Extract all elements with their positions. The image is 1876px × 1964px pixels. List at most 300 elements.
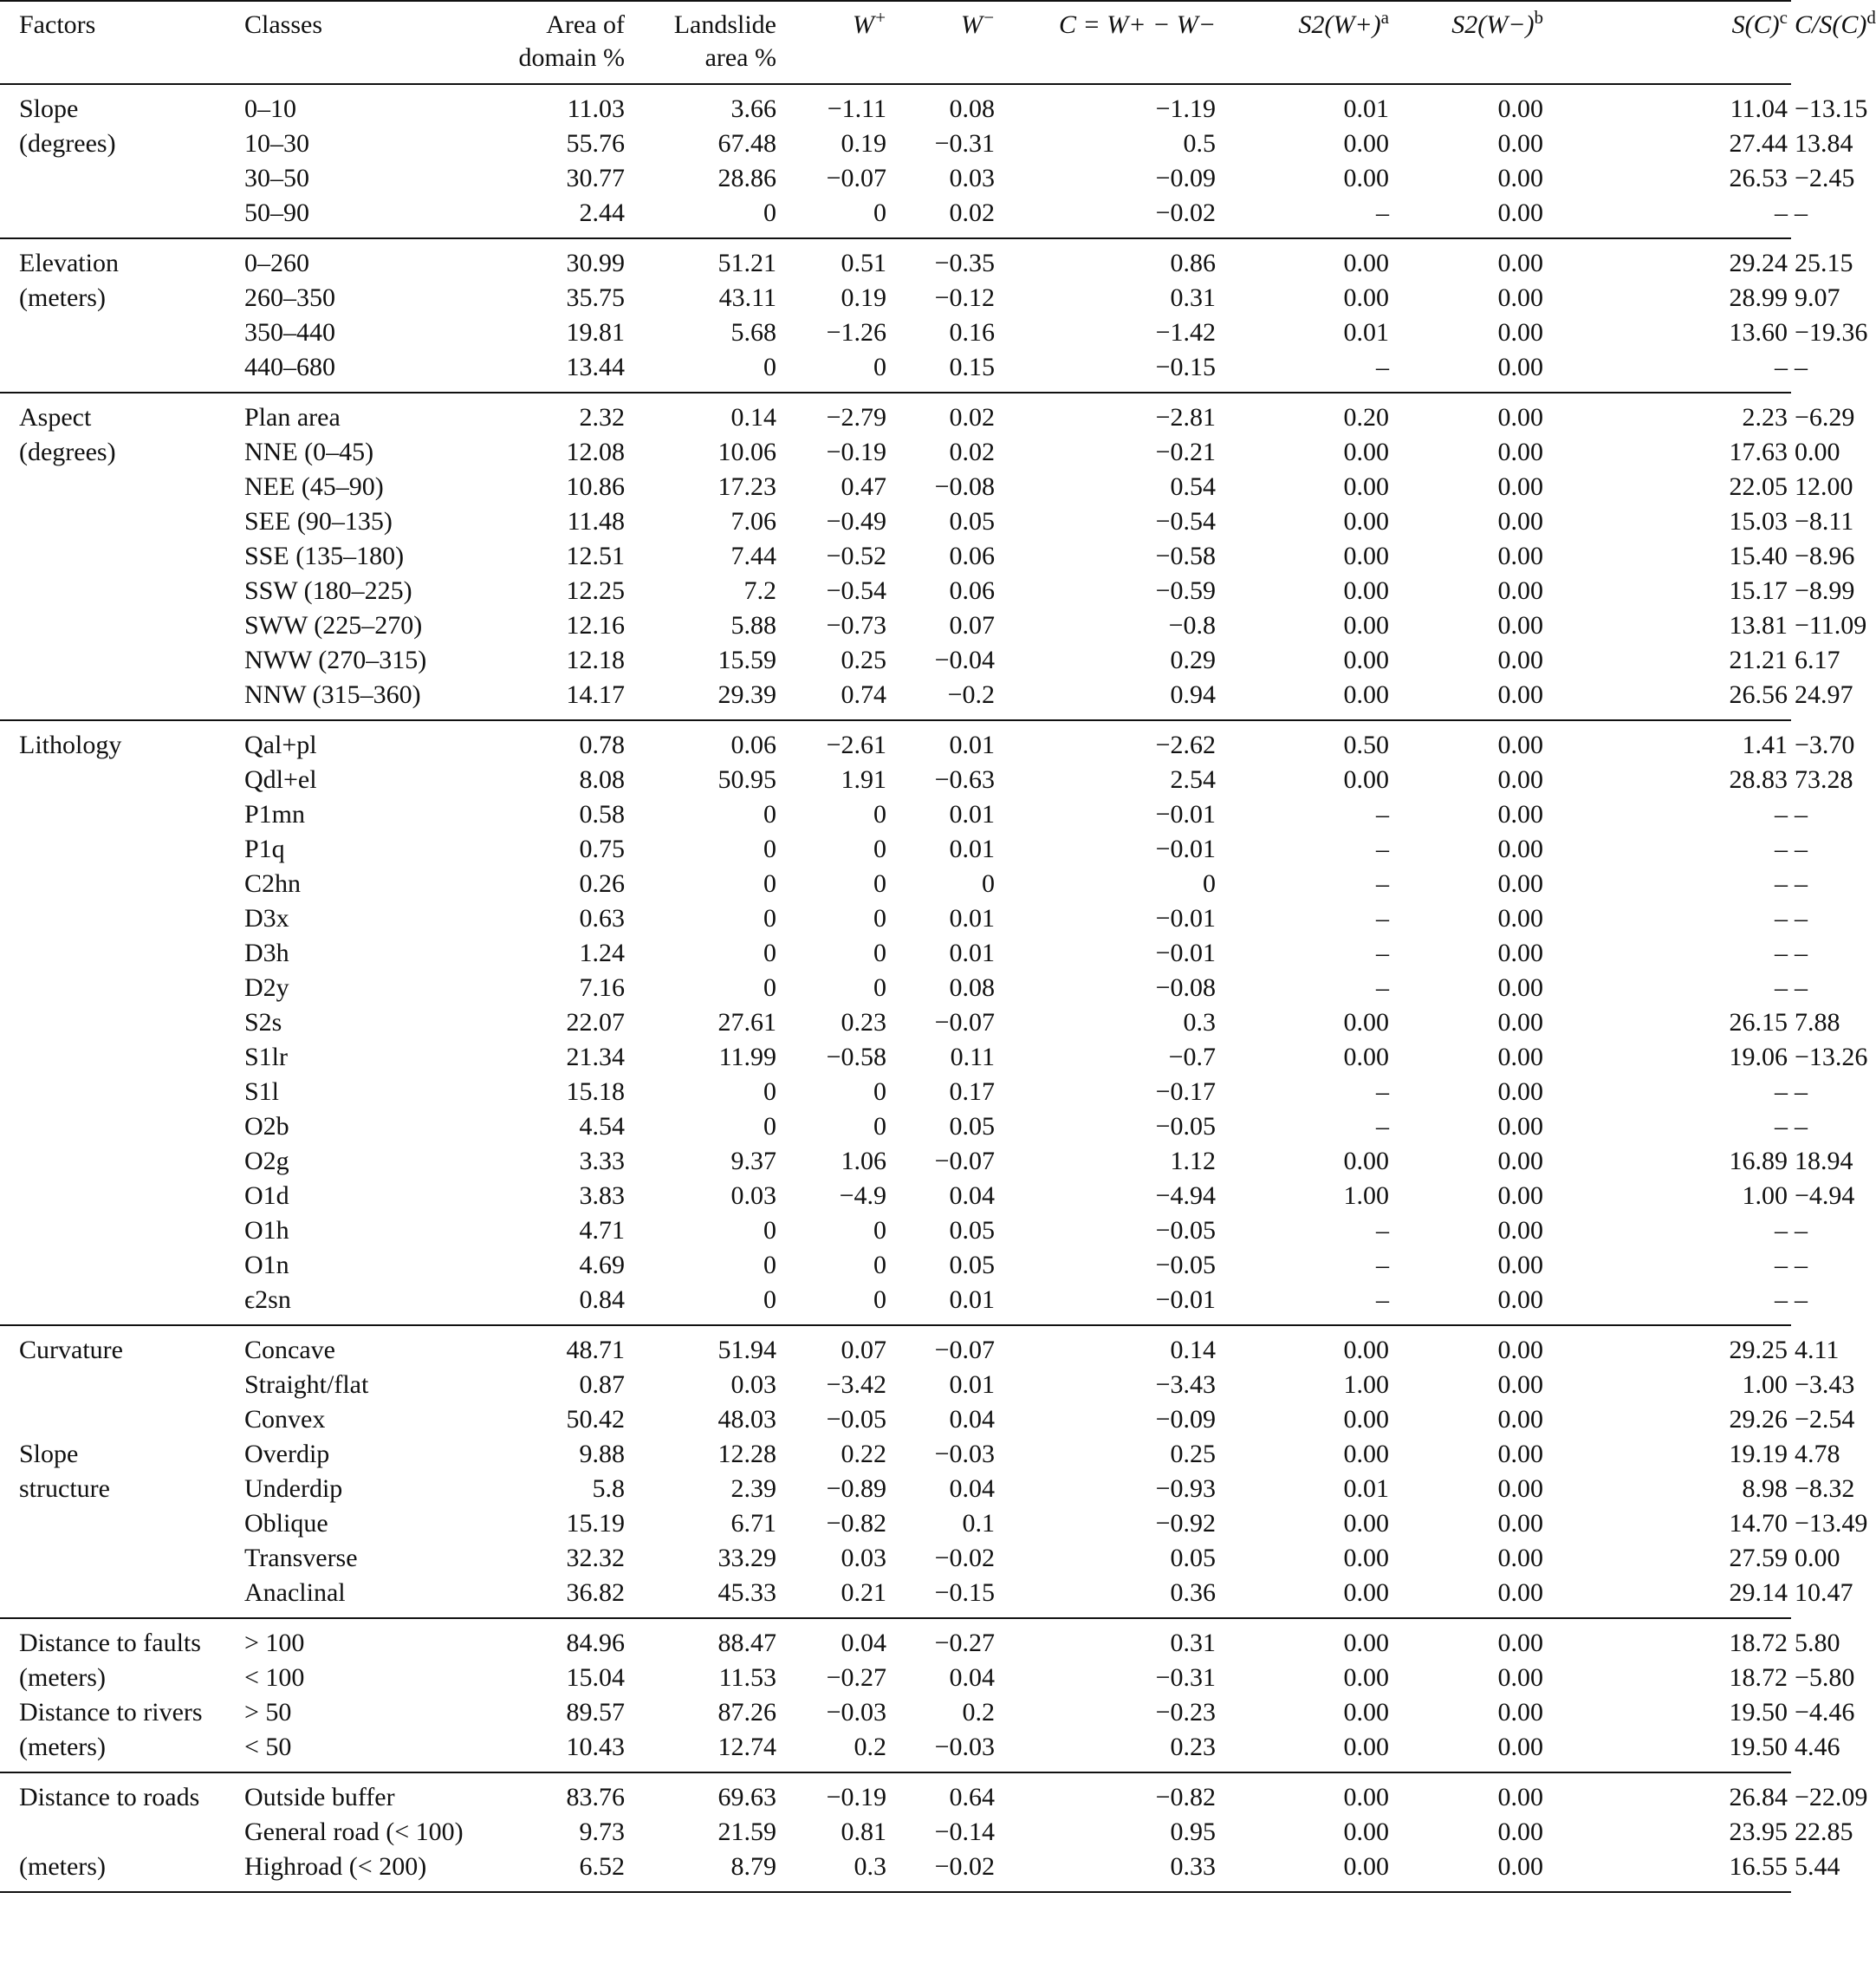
s2-wminus-cell: 0.00 [1497, 1405, 1543, 1434]
s2-wminus-cell: 0.00 [1497, 198, 1543, 227]
w-minus-cell: 0.2 [962, 1698, 995, 1727]
w-minus-cell: −0.2 [947, 680, 995, 709]
sc-cell: 11.04 [1730, 94, 1788, 123]
area-of-domain-cell: 0.26 [579, 869, 625, 898]
sc-cell: – [1775, 1112, 1788, 1141]
class-cell: Highroad (< 200) [244, 1852, 427, 1881]
area-of-domain-cell: 15.19 [566, 1509, 625, 1538]
table-row: (meters) 260–350 35.75 43.11 0.19 −0.12 0.31 0.00 0.00 28.99 9.07 [0, 281, 1791, 315]
class-cell: Concave [244, 1336, 335, 1364]
s2-wminus-cell: 0.00 [1497, 800, 1543, 829]
factor-cell [0, 901, 241, 936]
sc-cell: 1.00 [1742, 1370, 1788, 1399]
s2-wminus-cell: 0.00 [1497, 1733, 1543, 1761]
sc-cell: – [1775, 1216, 1788, 1245]
w-minus-cell: 0.64 [949, 1783, 995, 1811]
w-plus-cell: 0.19 [841, 283, 886, 312]
w-plus-cell: 0.22 [841, 1440, 886, 1468]
area-of-domain-cell: 32.32 [566, 1544, 625, 1572]
sc-cell: 27.59 [1729, 1544, 1788, 1572]
w-plus-cell: −0.19 [826, 438, 886, 466]
factor-cell: (meters) [19, 1733, 106, 1761]
class-cell: < 100 [244, 1663, 305, 1692]
s2-wplus-cell: 0.00 [1343, 765, 1389, 794]
contrast-cell: −0.05 [1155, 1216, 1216, 1245]
s2-wplus-cell: 0.00 [1343, 1663, 1389, 1692]
w-minus-cell: −0.15 [934, 1578, 995, 1607]
s2-wplus-cell: – [1376, 904, 1389, 933]
s2-wminus-cell: 0.00 [1497, 1783, 1543, 1811]
factor-cell [0, 643, 241, 678]
landslide-area-cell: 0 [763, 1251, 776, 1279]
landslide-area-cell: 0.03 [730, 1181, 776, 1210]
header-sc: $S(C)^c$ [1731, 7, 1788, 39]
landslide-area-cell: 48.03 [717, 1405, 776, 1434]
s2-wplus-cell: 0.00 [1343, 164, 1389, 192]
contrast-cell: −0.08 [1155, 973, 1216, 1002]
s2-wminus-cell: 0.00 [1497, 1181, 1543, 1210]
sc-cell: – [1775, 1251, 1788, 1279]
table-row: P1mn 0.58 0 0 0.01 −0.01 – 0.00 – – [0, 797, 1791, 832]
sc-cell: 1.41 [1742, 731, 1788, 759]
w-plus-cell: 0 [873, 835, 886, 863]
w-minus-cell: 0.17 [949, 1077, 995, 1106]
w-plus-cell: 0.21 [841, 1578, 886, 1607]
w-minus-cell: 0.01 [949, 1285, 995, 1314]
class-cell: Plan area [244, 403, 341, 432]
table-row: (meters) Highroad (< 200) 6.52 8.79 0.3 −0.02 0.33 0.00 0.00 16.55 5.44 [0, 1850, 1791, 1892]
sc-cell: 16.55 [1729, 1852, 1788, 1881]
s2-wplus-cell: 0.00 [1343, 1440, 1389, 1468]
s2-wplus-cell: – [1376, 198, 1389, 227]
table-row: Transverse 32.32 33.29 0.03 −0.02 0.05 0.00 0.00 27.59 0.00 [0, 1541, 1791, 1576]
landslide-area-cell: 0 [763, 1216, 776, 1245]
table-row: Qdl+el 8.08 50.95 1.91 −0.63 2.54 0.00 0.00 28.83 73.28 [0, 763, 1791, 797]
s2-wminus-cell: 0.00 [1497, 1216, 1543, 1245]
s2-wplus-cell: 0.00 [1343, 1336, 1389, 1364]
contrast-cell: 0.95 [1170, 1818, 1216, 1846]
w-minus-cell: 0.04 [949, 1181, 995, 1210]
area-of-domain-cell: 12.51 [566, 542, 625, 570]
s2-wminus-cell: 0.00 [1497, 164, 1543, 192]
factor-cell: Slope [19, 94, 79, 123]
header-classes: Classes [244, 10, 322, 39]
w-minus-cell: −0.27 [934, 1629, 995, 1657]
class-cell: Outside buffer [244, 1783, 395, 1811]
factor-cell [0, 608, 241, 643]
landslide-area-cell: 27.61 [717, 1008, 776, 1037]
s2-wminus-cell: 0.00 [1497, 1008, 1543, 1037]
area-of-domain-cell: 4.69 [579, 1251, 625, 1279]
contrast-cell: −1.19 [1155, 94, 1216, 123]
contrast-cell: −0.01 [1155, 939, 1216, 967]
factor-group [0, 1618, 1855, 1772]
table-row: (degrees) NNE (0–45) 12.08 10.06 −0.19 0.02 −0.21 0.00 0.00 17.63 0.00 [0, 435, 1791, 470]
header-area-of-domain: Area of domain % [518, 10, 625, 72]
s2-wminus-cell: 0.00 [1497, 94, 1543, 123]
table-row: D2y 7.16 0 0 0.08 −0.08 – 0.00 – – [0, 971, 1791, 1005]
area-of-domain-cell: 10.43 [566, 1733, 625, 1761]
s2-wplus-cell: 0.01 [1343, 1474, 1389, 1503]
class-cell: Anaclinal [244, 1578, 346, 1607]
s2-wminus-cell: 0.00 [1497, 283, 1543, 312]
s2-wplus-cell: 0.00 [1343, 249, 1389, 277]
factor-cell [0, 196, 241, 238]
table-row: Distance to rivers > 50 89.57 87.26 −0.03 0.2 −0.23 0.00 0.00 19.50 −4.46 [0, 1695, 1791, 1730]
sc-cell: 19.06 [1729, 1043, 1788, 1071]
area-of-domain-cell: 0.84 [579, 1285, 625, 1314]
landslide-area-cell: 11.99 [718, 1043, 776, 1071]
w-minus-cell: 0.16 [949, 318, 995, 347]
sc-cell: – [1775, 835, 1788, 863]
w-plus-cell: 0 [873, 1216, 886, 1245]
class-cell: Overdip [244, 1440, 330, 1468]
s2-wplus-cell: – [1376, 939, 1389, 967]
w-plus-cell: −2.61 [826, 731, 886, 759]
w-minus-cell: −0.02 [934, 1852, 995, 1881]
contrast-cell: −0.05 [1155, 1112, 1216, 1141]
area-of-domain-cell: 3.33 [579, 1147, 625, 1175]
factor-cell [0, 1815, 241, 1850]
w-plus-cell: 1.06 [841, 1147, 886, 1175]
table-row: Convex 50.42 48.03 −0.05 0.04 −0.09 0.00 0.00 29.26 −2.54 [0, 1402, 1791, 1437]
s2-wminus-cell: 0.00 [1497, 249, 1543, 277]
contrast-cell: 1.12 [1170, 1147, 1216, 1175]
sc-cell: 8.98 [1742, 1474, 1788, 1503]
class-cell: 0–10 [244, 94, 296, 123]
table-row: SEE (90–135) 11.48 7.06 −0.49 0.05 −0.54 0.00 0.00 15.03 −8.11 [0, 504, 1791, 539]
w-plus-cell: −3.42 [826, 1370, 886, 1399]
class-cell: General road (< 100) [244, 1818, 464, 1846]
contrast-cell: −4.94 [1155, 1181, 1216, 1210]
contrast-cell: −0.7 [1168, 1043, 1216, 1071]
contrast-cell: −2.81 [1155, 403, 1216, 432]
table-row: 30–50 30.77 28.86 −0.07 0.03 −0.09 0.00 0.00 26.53 −2.45 [0, 161, 1791, 196]
w-plus-cell: 0 [873, 869, 886, 898]
table-row: Oblique 15.19 6.71 −0.82 0.1 −0.92 0.00 0.00 14.70 −13.49 [0, 1506, 1791, 1541]
class-cell: O1h [244, 1216, 289, 1245]
s2-wminus-cell: 0.00 [1497, 1112, 1543, 1141]
factor-group [0, 720, 1868, 1325]
area-of-domain-cell: 12.16 [566, 611, 625, 640]
s2-wplus-cell: 0.00 [1343, 542, 1389, 570]
s2-wplus-cell: 1.00 [1343, 1370, 1389, 1399]
w-plus-cell: 0 [873, 800, 886, 829]
sc-cell: 16.89 [1729, 1147, 1788, 1175]
sc-cell: 22.05 [1729, 472, 1788, 501]
area-of-domain-cell: 10.86 [566, 472, 625, 501]
landslide-area-cell: 0 [763, 904, 776, 933]
s2-wminus-cell: 0.00 [1497, 646, 1543, 674]
table-row: SSW (180–225) 12.25 7.2 −0.54 0.06 −0.59 0.00 0.00 15.17 −8.99 [0, 574, 1791, 608]
factor-cell [0, 678, 241, 720]
factor-cell [0, 574, 241, 608]
factor-group [0, 1772, 1868, 1892]
s2-wminus-cell: 0.00 [1497, 1043, 1543, 1071]
w-plus-cell: 0.47 [841, 472, 886, 501]
w-plus-cell: −1.11 [827, 94, 886, 123]
s2-wminus-cell: 0.00 [1497, 1578, 1543, 1607]
landslide-area-cell: 5.68 [730, 318, 776, 347]
sc-cell: – [1775, 1285, 1788, 1314]
contrast-cell: −2.62 [1155, 731, 1216, 759]
landslide-area-cell: 33.29 [717, 1544, 776, 1572]
area-of-domain-cell: 12.08 [566, 438, 625, 466]
table-row: ϵ2sn 0.84 0 0 0.01 −0.01 – 0.00 – – [0, 1283, 1791, 1325]
s2-wminus-cell: 0.00 [1497, 1336, 1543, 1364]
w-minus-cell: 0.01 [949, 904, 995, 933]
class-cell: ϵ2sn [244, 1285, 291, 1314]
factor-cell [0, 1005, 241, 1040]
contrast-cell: 0.5 [1183, 129, 1216, 158]
area-of-domain-cell: 48.71 [566, 1336, 625, 1364]
w-minus-cell: −0.08 [934, 472, 995, 501]
contrast-cell: −0.15 [1155, 353, 1216, 381]
w-minus-cell: 0.15 [949, 353, 995, 381]
w-minus-cell: −0.02 [934, 1544, 995, 1572]
s2-wplus-cell: 0.00 [1343, 1818, 1389, 1846]
class-cell: NEE (45–90) [244, 472, 384, 501]
sc-cell: 19.50 [1729, 1733, 1788, 1761]
contrast-cell: −0.05 [1155, 1251, 1216, 1279]
w-plus-cell: 0.81 [841, 1818, 886, 1846]
w-minus-cell: 0.02 [949, 198, 995, 227]
class-cell: Qal+pl [244, 731, 317, 759]
s2-wplus-cell: – [1376, 1251, 1389, 1279]
sc-cell: 15.03 [1729, 507, 1788, 536]
landslide-area-cell: 15.59 [717, 646, 776, 674]
table-row: Curvature Concave 48.71 51.94 0.07 −0.07 0.14 0.00 0.00 29.25 4.11 [0, 1325, 1791, 1368]
table-row: D3x 0.63 0 0 0.01 −0.01 – 0.00 – – [0, 901, 1791, 936]
header-contrast: C = W+ − W− [1059, 10, 1216, 39]
s2-wminus-cell: 0.00 [1497, 869, 1543, 898]
class-cell: > 50 [244, 1698, 292, 1727]
w-minus-cell: −0.35 [934, 249, 995, 277]
contrast-cell: −0.17 [1155, 1077, 1216, 1106]
w-plus-cell: −0.89 [826, 1474, 886, 1503]
contrast-cell: 0.94 [1170, 680, 1216, 709]
area-of-domain-cell: 83.76 [566, 1783, 625, 1811]
landslide-area-cell: 11.53 [718, 1663, 776, 1692]
w-plus-cell: −0.73 [826, 611, 886, 640]
s2-wplus-cell: 0.00 [1343, 611, 1389, 640]
area-of-domain-cell: 4.54 [579, 1112, 625, 1141]
area-of-domain-cell: 0.78 [579, 731, 625, 759]
w-minus-cell: 0.05 [949, 1112, 995, 1141]
table-row: S1l 15.18 0 0 0.17 −0.17 – 0.00 – – [0, 1075, 1791, 1109]
sc-cell: 1.00 [1742, 1181, 1788, 1210]
w-minus-cell: −0.12 [934, 283, 995, 312]
s2-wplus-cell: 0.00 [1343, 1544, 1389, 1572]
table-row: D3h 1.24 0 0 0.01 −0.01 – 0.00 – – [0, 936, 1791, 971]
table-row: SSE (135–180) 12.51 7.44 −0.52 0.06 −0.58 0.00 0.00 15.40 −8.96 [0, 539, 1791, 574]
s2-wminus-cell: 0.00 [1497, 731, 1543, 759]
s2-wplus-cell: – [1376, 1216, 1389, 1245]
sc-cell: 18.72 [1729, 1629, 1788, 1657]
table-row: NNW (315–360) 14.17 29.39 0.74 −0.2 0.94 0.00 0.00 26.56 24.97 [0, 678, 1791, 720]
class-cell: SSE (135–180) [244, 542, 405, 570]
sc-cell: 18.72 [1729, 1663, 1788, 1692]
s2-wminus-cell: 0.00 [1497, 765, 1543, 794]
table-row: Elevation 0–260 30.99 51.21 0.51 −0.35 0.86 0.00 0.00 29.24 25.15 [0, 238, 1791, 281]
s2-wplus-cell: 0.00 [1343, 1733, 1389, 1761]
landslide-area-cell: 10.06 [717, 438, 776, 466]
sc-cell: 19.19 [1729, 1440, 1788, 1468]
factor-cell: (meters) [19, 1663, 106, 1692]
factor-cell [0, 1179, 241, 1213]
landslide-area-cell: 51.21 [717, 249, 776, 277]
contrast-cell: −0.8 [1168, 611, 1216, 640]
s2-wplus-cell: 0.00 [1343, 1698, 1389, 1727]
contrast-cell: −0.82 [1155, 1783, 1216, 1811]
sc-cell: 26.15 [1729, 1008, 1788, 1037]
w-minus-cell: 0.06 [949, 542, 995, 570]
s2-wplus-cell: – [1376, 973, 1389, 1002]
class-cell: D3h [244, 939, 289, 967]
sc-cell: 19.50 [1729, 1698, 1788, 1727]
area-of-domain-cell: 0.87 [579, 1370, 625, 1399]
w-minus-cell: 0.01 [949, 731, 995, 759]
landslide-area-cell: 0 [763, 835, 776, 863]
area-of-domain-cell: 5.8 [592, 1474, 625, 1503]
sc-cell: 29.26 [1729, 1405, 1788, 1434]
table-row: O1h 4.71 0 0 0.05 −0.05 – 0.00 – – [0, 1213, 1791, 1248]
factor-group [0, 393, 1867, 720]
factor-cell [0, 797, 241, 832]
landslide-area-cell: 21.59 [717, 1818, 776, 1846]
contrast-cell: 0.23 [1170, 1733, 1216, 1761]
w-plus-cell: −0.54 [826, 576, 886, 605]
class-cell: 440–680 [244, 353, 335, 381]
w-plus-cell: 0.3 [854, 1852, 886, 1881]
w-plus-cell: 0 [873, 904, 886, 933]
sc-cell: – [1775, 353, 1788, 381]
landslide-area-cell: 87.26 [717, 1698, 776, 1727]
landslide-area-cell: 3.66 [730, 94, 776, 123]
s2-wminus-cell: 0.00 [1497, 1370, 1543, 1399]
contrast-cell: 0.29 [1170, 646, 1216, 674]
area-of-domain-cell: 9.88 [579, 1440, 625, 1468]
table-row: SWW (225–270) 12.16 5.88 −0.73 0.07 −0.8 0.00 0.00 13.81 −11.09 [0, 608, 1791, 643]
sc-cell: 21.21 [1729, 646, 1788, 674]
s2-wplus-cell: 0.00 [1343, 1405, 1389, 1434]
contrast-cell: −0.23 [1155, 1698, 1216, 1727]
factor-cell [0, 832, 241, 867]
table-row: Straight/flat 0.87 0.03 −3.42 0.01 −3.43 1.00 0.00 1.00 −3.43 [0, 1368, 1791, 1402]
w-plus-cell: 0 [873, 198, 886, 227]
table-row: (meters) < 50 10.43 12.74 0.2 −0.03 0.23 0.00 0.00 19.50 4.46 [0, 1730, 1791, 1772]
s2-wplus-cell: – [1376, 835, 1389, 863]
contrast-cell: −0.02 [1155, 198, 1216, 227]
s2-wminus-cell: 0.00 [1497, 403, 1543, 432]
landslide-area-cell: 0 [763, 800, 776, 829]
w-minus-cell: −0.03 [934, 1440, 995, 1468]
s2-wplus-cell: – [1376, 800, 1389, 829]
contrast-cell: −0.01 [1155, 835, 1216, 863]
table-row: Anaclinal 36.82 45.33 0.21 −0.15 0.36 0.00 0.00 29.14 10.47 [0, 1576, 1791, 1618]
sc-cell: 28.99 [1729, 283, 1788, 312]
area-of-domain-cell: 12.25 [566, 576, 625, 605]
s2-wplus-cell: 0.20 [1343, 403, 1389, 432]
w-minus-cell: 0.02 [949, 438, 995, 466]
landslide-area-cell: 8.79 [730, 1852, 776, 1881]
class-cell: 50–90 [244, 198, 309, 227]
w-plus-cell: −4.9 [839, 1181, 886, 1210]
s2-wplus-cell: 0.00 [1343, 283, 1389, 312]
class-cell: SEE (90–135) [244, 507, 393, 536]
sc-cell: 29.24 [1729, 249, 1788, 277]
s2-wminus-cell: 0.00 [1497, 1852, 1543, 1881]
factor-cell [0, 1368, 241, 1402]
class-cell: NNE (0–45) [244, 438, 374, 466]
class-cell: Underdip [244, 1474, 343, 1503]
class-cell: NNW (315–360) [244, 680, 421, 709]
w-minus-cell: −0.04 [934, 646, 995, 674]
table-row: 50–90 2.44 0 0 0.02 −0.02 – 0.00 – – [0, 196, 1791, 238]
contrast-cell: −0.09 [1155, 1405, 1216, 1434]
landslide-area-cell: 45.33 [717, 1578, 776, 1607]
class-cell: S1lr [244, 1043, 289, 1071]
sc-cell: 17.63 [1729, 438, 1788, 466]
s2-wplus-cell: – [1376, 1077, 1389, 1106]
factor-group [0, 84, 1868, 238]
area-of-domain-cell: 36.82 [566, 1578, 625, 1607]
contrast-cell: 0.05 [1170, 1544, 1216, 1572]
s2-wminus-cell: 0.00 [1497, 353, 1543, 381]
class-cell: D2y [244, 973, 289, 1002]
contrast-cell: 0 [1203, 869, 1216, 898]
table-row: (degrees) 10–30 55.76 67.48 0.19 −0.31 0.5 0.00 0.00 27.44 13.84 [0, 127, 1791, 161]
table-row: 350–440 19.81 5.68 −1.26 0.16 −1.42 0.01 0.00 13.60 −19.36 [0, 315, 1791, 350]
area-of-domain-cell: 15.04 [566, 1663, 625, 1692]
w-minus-cell: 0.03 [949, 164, 995, 192]
header-landslide-area: Landslide area % [673, 10, 776, 72]
table-row: Aspect Plan area 2.32 0.14 −2.79 0.02 −2.81 0.20 0.00 2.23 −6.29 [0, 393, 1791, 435]
header-factors: Factors [19, 10, 96, 39]
factor-cell [0, 1506, 241, 1541]
table-row: S1lr 21.34 11.99 −0.58 0.11 −0.7 0.00 0.00 19.06 −13.26 [0, 1040, 1791, 1075]
sc-cell: 28.83 [1729, 765, 1788, 794]
factor-cell: (degrees) [19, 129, 116, 158]
class-cell: 10–30 [244, 129, 309, 158]
factor-cell [0, 1144, 241, 1179]
factor-cell [0, 1541, 241, 1576]
sc-cell: 26.56 [1729, 680, 1788, 709]
s2-wminus-cell: 0.00 [1497, 318, 1543, 347]
w-plus-cell: 0.03 [841, 1544, 886, 1572]
w-minus-cell: 0.04 [949, 1474, 995, 1503]
w-minus-cell: 0.05 [949, 507, 995, 536]
factor-cell: Curvature [19, 1336, 123, 1364]
s2-wplus-cell: 0.00 [1343, 1509, 1389, 1538]
table-row: structure Underdip 5.8 2.39 −0.89 0.04 −0.93 0.01 0.00 8.98 −8.32 [0, 1472, 1791, 1506]
factor-cell [0, 1040, 241, 1075]
s2-wplus-cell: 0.00 [1343, 1852, 1389, 1881]
factor-cell [0, 1109, 241, 1144]
s2-wplus-cell: 0.00 [1343, 472, 1389, 501]
w-minus-cell: 0.05 [949, 1251, 995, 1279]
w-minus-cell: −0.07 [934, 1008, 995, 1037]
area-of-domain-cell: 9.73 [579, 1818, 625, 1846]
s2-wminus-cell: 0.00 [1497, 1629, 1543, 1657]
area-of-domain-cell: 30.99 [566, 249, 625, 277]
landslide-area-cell: 0.14 [730, 403, 776, 432]
class-cell: O1d [244, 1181, 289, 1210]
class-cell: Transverse [244, 1544, 358, 1572]
s2-wplus-cell: 0.00 [1343, 1783, 1389, 1811]
w-plus-cell: 0.07 [841, 1336, 886, 1364]
sc-cell: 15.40 [1729, 542, 1788, 570]
